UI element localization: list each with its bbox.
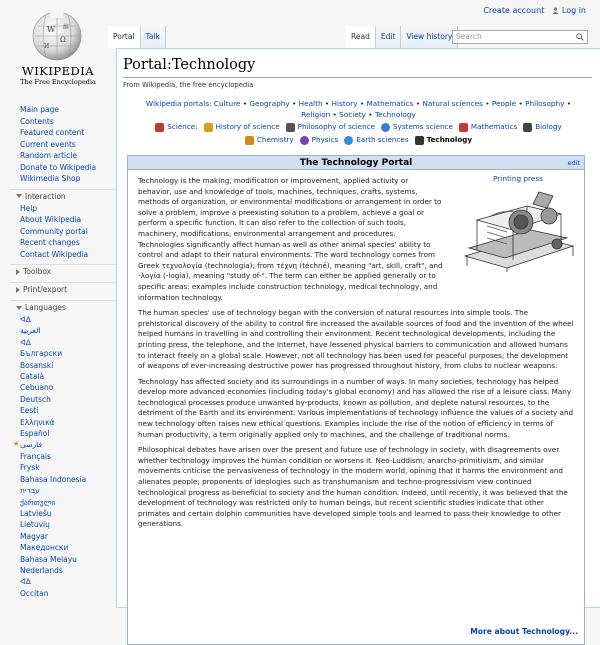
topic-philosophy-of-science[interactable]: Philosophy of science <box>286 121 375 133</box>
language-link[interactable]: Français <box>20 451 51 461</box>
view-tabs <box>346 26 458 48</box>
topic-biology[interactable]: Biology <box>523 121 562 133</box>
technology-icon <box>415 136 424 145</box>
language-link[interactable]: Bosanski <box>20 360 54 370</box>
language-link[interactable]: Català <box>20 372 45 382</box>
history-of-science-icon <box>204 123 213 132</box>
portals-prefix[interactable]: Wikipedia portals: <box>145 99 214 108</box>
navigation-menu <box>0 104 116 185</box>
portal-link-mathematics[interactable]: Mathematics <box>366 99 414 108</box>
sidebar-item-about[interactable]: About Wikipedia <box>20 215 82 224</box>
language-link[interactable]: ქართული <box>20 497 56 507</box>
sidebar <box>0 104 116 599</box>
portal-link-history[interactable]: History <box>331 99 358 108</box>
chevron-right-icon <box>16 287 20 293</box>
languages-heading[interactable]: Languages <box>10 300 116 314</box>
portals-navigation: Wikipedia portals: Culture • Geography • Health • History • Mathematics • Natural sciences • People • Philosophy • Religion • Society • Technology <box>145 99 572 119</box>
portal-link-religion[interactable]: Religion <box>301 110 331 119</box>
language-link[interactable]: עברית <box>20 486 40 496</box>
language-link[interactable]: Nederlands <box>20 565 63 575</box>
tab-edit[interactable]: Edit <box>376 26 402 48</box>
sidebar-item-help[interactable]: Help <box>20 203 38 213</box>
topic-science[interactable]: Science: <box>155 121 197 133</box>
language-link[interactable]: Lietuvių <box>20 520 50 530</box>
sidebar-item-contents[interactable]: Contents <box>20 116 54 126</box>
philosophy-of-science-icon <box>286 123 295 132</box>
intro-paragraph-1: Technology is the making, modification or improvement, applied activity or behavior, use and knowledge of tools, machines, techniques, crafts, systems, methods of organization, or environmental modifications or arrangement in order to solve a problem, improve a preexisting solution to a problem, achieve a goal or perform a specific function. It can also refer to the collection of such tools, machinery, modifications, environmental arrangement and procedures. Technologies significantly affect human as well as other animal species' ability to control and adapt to their natural environments. The word technology comes from Greek τεχνολογία (technología); from τέχνη (téchnē), meaning "art, skill, craft", and -λογία (-logía), meaning "study of-". The term can either be applied generally or to specific areas: examples include construction technology, medical technology, and information technology. <box>138 176 443 302</box>
chevron-right-icon <box>16 269 20 275</box>
language-link[interactable]: Magyar <box>20 531 48 541</box>
topic-mathematics[interactable]: Mathematics <box>459 121 517 133</box>
language-link[interactable]: ᐊᐃ <box>20 315 31 324</box>
puzzle-globe-icon <box>30 8 84 62</box>
language-link[interactable]: Deutsch <box>20 394 51 404</box>
physics-icon <box>300 136 309 145</box>
search-placeholder: Search <box>456 32 482 41</box>
namespace-tabs <box>108 26 166 48</box>
systems-science-icon <box>381 123 390 132</box>
sidebar-item-recent-changes[interactable]: Recent changes <box>20 238 80 247</box>
intro-paragraph-2: The human species' use of technology began with the conversion of natural resources into simple tools. The prehistorical discovery of the ability to control fire increased the available sources of food and the invention of the wheel helped humans in travelling in and controlling their environment. Recent technological developments, including the printing press, the telephone, and the Internet, have lessened physical barriers to communication and allowed humans to interact freely on a global scale. However, not all technology has been used for peaceful purposes; the development of weapons of ever-increasing destructive power has progressed throughout history, from clubs to nuclear weapons. <box>138 308 574 371</box>
sidebar-item-current-events[interactable]: Current events <box>20 139 76 149</box>
biology-icon <box>523 123 532 132</box>
sidebar-item-main-page[interactable]: Main page <box>20 105 60 114</box>
language-link[interactable]: Español <box>20 429 50 439</box>
intro-paragraph-4: Philosophical debates have arisen over the present and future use of technology in society, with disagreements over whether technology improves the human condition or worsens it. Neo-Luddism, anarcho-primitivism, and similar movements criticise the pervasiveness of technology in the modern world, opining that it harms the environment and alienates people; proponents of ideologies such as transhumanism and techno-progressivism view continued technological progress as beneficial to society and the human condition. Indeed, until recently, it was believed that the development of technology was restricted only to human beings, but recent scientific studies indicate that other primates and certain dolphin communities have developed simple tools and learned to pass their knowledge to other generations. <box>138 445 568 529</box>
personal-tools <box>483 6 586 15</box>
more-about-technology-link[interactable]: More about Technology... <box>470 627 578 636</box>
logo-wordmark: WIKIPEDIA <box>21 64 95 78</box>
sidebar-item-community-portal[interactable]: Community portal <box>20 226 88 236</box>
search-icon[interactable] <box>576 33 584 41</box>
user-icon <box>552 7 559 14</box>
language-link[interactable]: Bahasa Melayu <box>20 554 77 564</box>
svg-text:W: W <box>47 25 56 34</box>
portal-link-natural-sciences[interactable]: Natural sciences <box>422 99 483 108</box>
earth-sciences-icon <box>344 136 353 145</box>
sidebar-item-featured-content[interactable]: Featured content <box>20 128 85 137</box>
language-link[interactable]: Български <box>20 349 63 359</box>
technology-portal-box <box>127 155 585 645</box>
language-link[interactable]: Frysk <box>20 463 40 473</box>
edit-section-link[interactable]: edit <box>567 159 580 167</box>
language-link[interactable]: Македонски <box>20 543 69 553</box>
portal-link-philosophy[interactable]: Philosophy <box>525 99 565 108</box>
portal-link-technology[interactable]: Technology <box>374 110 416 119</box>
portal-link-people[interactable]: People <box>491 99 517 108</box>
topic-physics[interactable]: Physics <box>300 134 339 146</box>
language-link-featured[interactable]: ★ فارسی <box>13 440 43 450</box>
svg-text:И: И <box>44 43 50 50</box>
interaction-menu <box>0 203 116 261</box>
topic-chemistry[interactable]: Chemistry <box>245 134 294 146</box>
language-link[interactable]: Occitan <box>20 588 49 598</box>
topic-technology: Technology <box>415 134 473 146</box>
search-input[interactable] <box>452 30 588 44</box>
language-link[interactable]: Cebuano <box>20 383 54 393</box>
languages-list <box>0 314 116 599</box>
portal-link-society[interactable]: Society <box>339 110 366 119</box>
language-link[interactable]: Bahasa Indonesia <box>20 474 87 484</box>
sidebar-item-donate[interactable]: Donate to Wikipedia <box>20 162 97 172</box>
language-link[interactable]: ᐊᐃ <box>20 337 31 347</box>
language-link[interactable]: ᐊᐃ <box>20 577 31 587</box>
language-link[interactable]: Ελληνικά <box>20 417 55 427</box>
sidebar-item-contact[interactable]: Contact Wikipedia <box>20 249 89 259</box>
print-export-heading[interactable]: Print/export <box>10 282 116 296</box>
figure-caption[interactable]: Printing press <box>493 174 543 183</box>
portal-box-title: The Technology Portal edit <box>128 156 584 170</box>
svg-text:维: 维 <box>63 24 70 31</box>
wikipedia-logo[interactable] <box>0 0 116 96</box>
portal-link-health[interactable]: Health <box>298 99 323 108</box>
tab-read[interactable]: Read <box>346 26 376 48</box>
topic-history-of-science[interactable]: History of science <box>204 121 280 133</box>
portal-link-geography[interactable]: Geography <box>249 99 290 108</box>
science-icon <box>155 123 164 132</box>
language-link[interactable]: العربية <box>20 326 41 336</box>
chevron-down-icon <box>16 306 22 310</box>
create-account-link[interactable]: Create account <box>483 6 545 15</box>
heading-divider <box>123 77 592 78</box>
topic-earth-sciences[interactable]: Earth sciences <box>344 134 408 146</box>
featured-star-icon: ★ <box>13 440 20 449</box>
mathematics-icon <box>459 123 468 132</box>
logo-tagline: The Free Encyclopedia <box>20 78 96 86</box>
page-title: Portal:Technology <box>123 57 256 73</box>
content-area <box>116 48 600 636</box>
language-link[interactable]: Eesti <box>20 406 39 416</box>
svg-text:Ω: Ω <box>60 36 66 44</box>
science-topics <box>141 121 576 146</box>
toolbox-heading[interactable]: Toolbox <box>10 264 116 278</box>
site-subtitle: From Wikipedia, the free encyclopedia <box>123 81 254 89</box>
sidebar-item-random-article[interactable]: Random article <box>20 151 77 160</box>
portal-intro-text <box>138 176 574 535</box>
intro-paragraph-3: Technology has affected society and its surroundings in a number of ways. In many societies, technology has helped develop more advanced economies (including today's global economy) and has allowed the rise of a leisure class. Many technological processes produce unwanted by-products, known as pollution, and deplete natural resources, to the detriment of the Earth and its environment. Various implementations of technology influence the values of a society and new technology often raises new ethical questions. Examples include the rise of the notion of efficiency in terms of human productivity, a term originally applied only to machines, and the challenge of traditional norms. <box>138 376 574 439</box>
topic-systems-science[interactable]: Systems science <box>381 121 453 133</box>
tab-talk[interactable]: Talk <box>141 26 166 48</box>
language-link[interactable]: Latviešu <box>20 508 52 518</box>
login-link[interactable]: Log in <box>552 6 586 15</box>
sidebar-item-shop[interactable]: Wikimedia Shop <box>20 174 81 183</box>
chemistry-icon <box>245 136 254 145</box>
interaction-heading[interactable]: Interaction <box>10 189 116 203</box>
tab-portal[interactable]: Portal <box>108 26 141 48</box>
tab-view-history[interactable]: View history <box>401 26 458 48</box>
portal-link-culture[interactable]: Culture <box>213 99 241 108</box>
chevron-down-icon <box>16 194 22 198</box>
